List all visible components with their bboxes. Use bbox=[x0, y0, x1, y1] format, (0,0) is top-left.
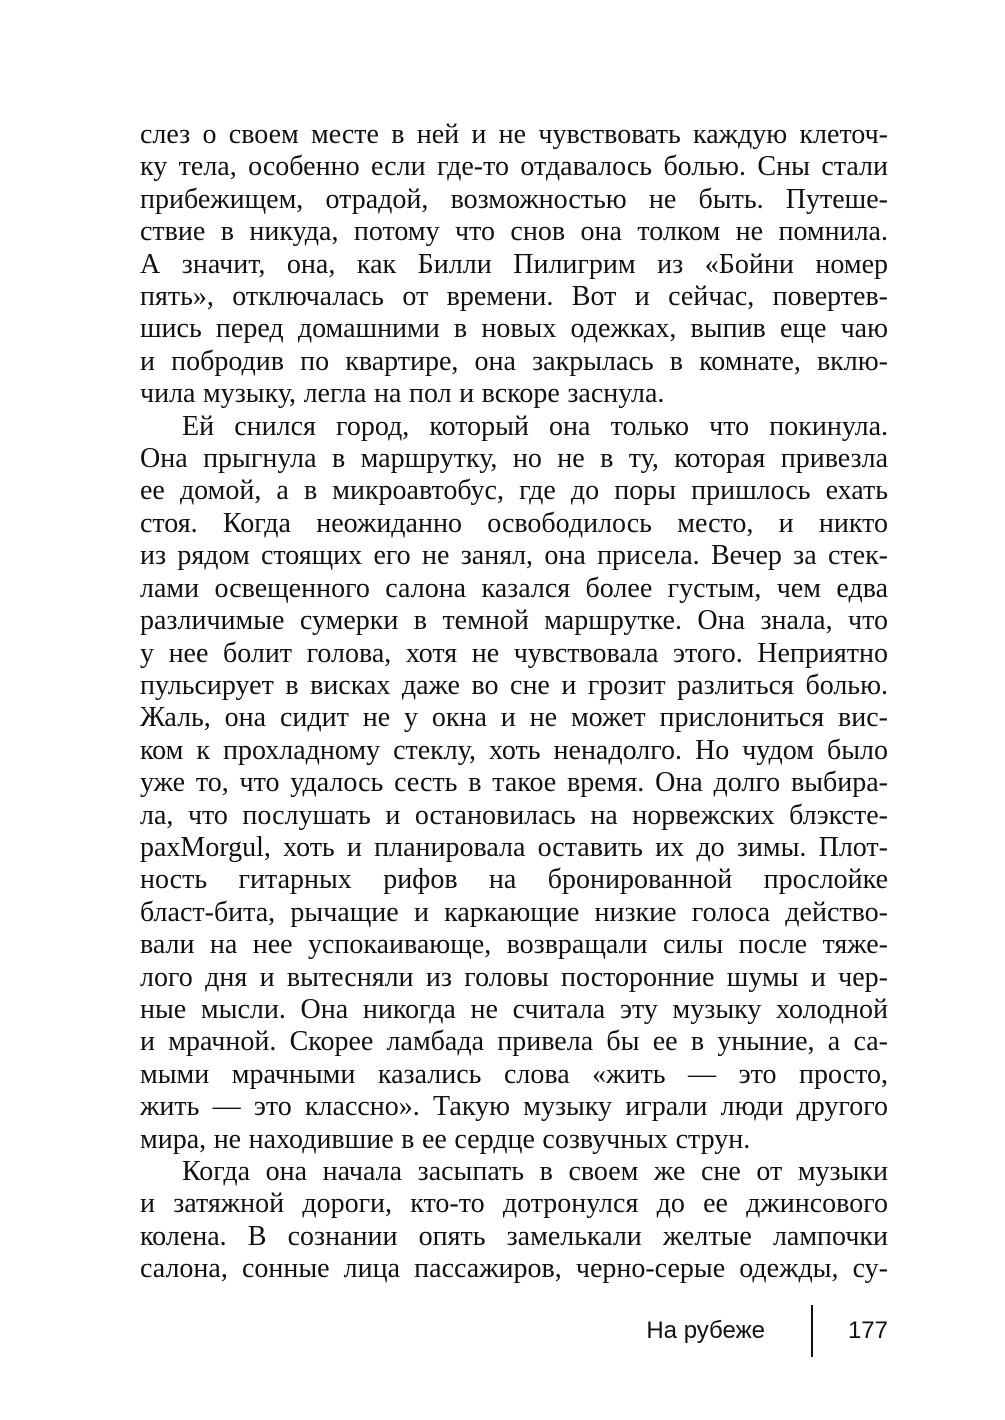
text-line: ствие в никуда, потому что снов она толком не помнила. bbox=[140, 216, 888, 248]
text-line: ком к прохладному стеклу, хоть ненадолго. Но чудом было bbox=[140, 734, 888, 766]
footer-page-number: 177 bbox=[847, 1317, 888, 1344]
text-line: Ей снился город, который она только что покинула. bbox=[182, 410, 888, 442]
paragraph bbox=[140, 1156, 888, 1286]
text-line: ла, что послушать и остановилась на норвежских блэксте- bbox=[140, 799, 888, 831]
text-line: лами освещенного салона казался более густым, чем едва bbox=[140, 572, 888, 604]
text-line: и затяжной дороги, кто-то дотронулся до ее джинсового bbox=[140, 1188, 888, 1220]
text-line: салона, сонные лица пассажиров, черно-серые одежды, су- bbox=[140, 1253, 888, 1285]
page-text bbox=[140, 119, 888, 1286]
text-line: А значит, она, как Билли Пилигрим из «Бойни номер bbox=[140, 248, 888, 280]
paragraph bbox=[140, 119, 888, 411]
text-line: Жаль, она сидит не у окна и не может прислониться вис- bbox=[140, 702, 888, 734]
text-line: ные мысли. Она никогда не считала эту музыку холодной bbox=[140, 993, 888, 1025]
text-line: пульсирует в висках даже во сне и грозит разлиться болью. bbox=[140, 669, 888, 701]
paragraph bbox=[140, 411, 888, 1156]
text-line: ее домой, а в микроавтобус, где до поры пришлось ехать bbox=[140, 475, 888, 507]
text-line: пять», отключалась от времени. Вот и сейчас, повертев- bbox=[140, 281, 888, 313]
text-line: из рядом стоящих его не занял, она присела. Вечер за стек- bbox=[140, 540, 888, 572]
text-line: различимые сумерки в темной маршрутке. Она знала, что bbox=[140, 605, 888, 637]
text-line: жить — это классно». Такую музыку играли люди другого bbox=[140, 1091, 888, 1123]
text-line: шись перед домашними в новых одежках, выпив еще чаю bbox=[140, 313, 888, 345]
text-line: колена. В сознании опять замелькали желтые лампочки bbox=[140, 1220, 888, 1252]
text-line: рахMorgul, хоть и планировала оставить их до зимы. Плот- bbox=[140, 831, 888, 863]
text-line: лого дня и вытесняли из головы посторонние шумы и чер- bbox=[140, 961, 888, 993]
text-line: мира, не находившие в ее сердце созвучных струн. bbox=[140, 1123, 751, 1155]
text-line: Она прыгнула в маршрутку, но не в ту, которая привезла bbox=[140, 443, 888, 475]
text-line: прибежищем, отрадой, возможностью не быть. Путеше- bbox=[140, 183, 888, 215]
text-line: и побродив по квартире, она закрылась в комнате, вклю- bbox=[140, 345, 888, 377]
footer-divider bbox=[811, 1305, 813, 1357]
footer-chapter-title: На рубеже bbox=[646, 1317, 765, 1344]
text-line: ность гитарных рифов на бронированной прослойке bbox=[140, 864, 888, 896]
text-line: бласт-бита, рычащие и каркающие низкие голоса действо- bbox=[140, 896, 888, 928]
text-line: ку тела, особенно если где-то отдавалось болью. Сны стали bbox=[140, 151, 888, 183]
text-line: Когда она начала засыпать в своем же сне от музыки bbox=[182, 1156, 888, 1187]
text-line: вали на нее успокаивающе, возвращали силы после тяже- bbox=[140, 929, 888, 961]
text-line: стоя. Когда неожиданно освободилось место, и никто bbox=[140, 507, 888, 539]
page-footer bbox=[646, 1302, 888, 1360]
text-line: мыми мрачными казались слова «жить — это просто, bbox=[140, 1058, 888, 1090]
text-line: у нее болит голова, хотя не чувствовала этого. Неприятно bbox=[140, 637, 888, 669]
text-line: чила музыку, легла на пол и вскоре заснула. bbox=[140, 378, 665, 410]
text-line: и мрачной. Скорее ламбада привела бы ее в уныние, а са- bbox=[140, 1026, 888, 1058]
text-line: уже то, что удалось сесть в такое время. Она долго выбира- bbox=[140, 767, 888, 799]
text-line: слез о своем месте в ней и не чувствовать каждую клеточ- bbox=[140, 119, 888, 150]
